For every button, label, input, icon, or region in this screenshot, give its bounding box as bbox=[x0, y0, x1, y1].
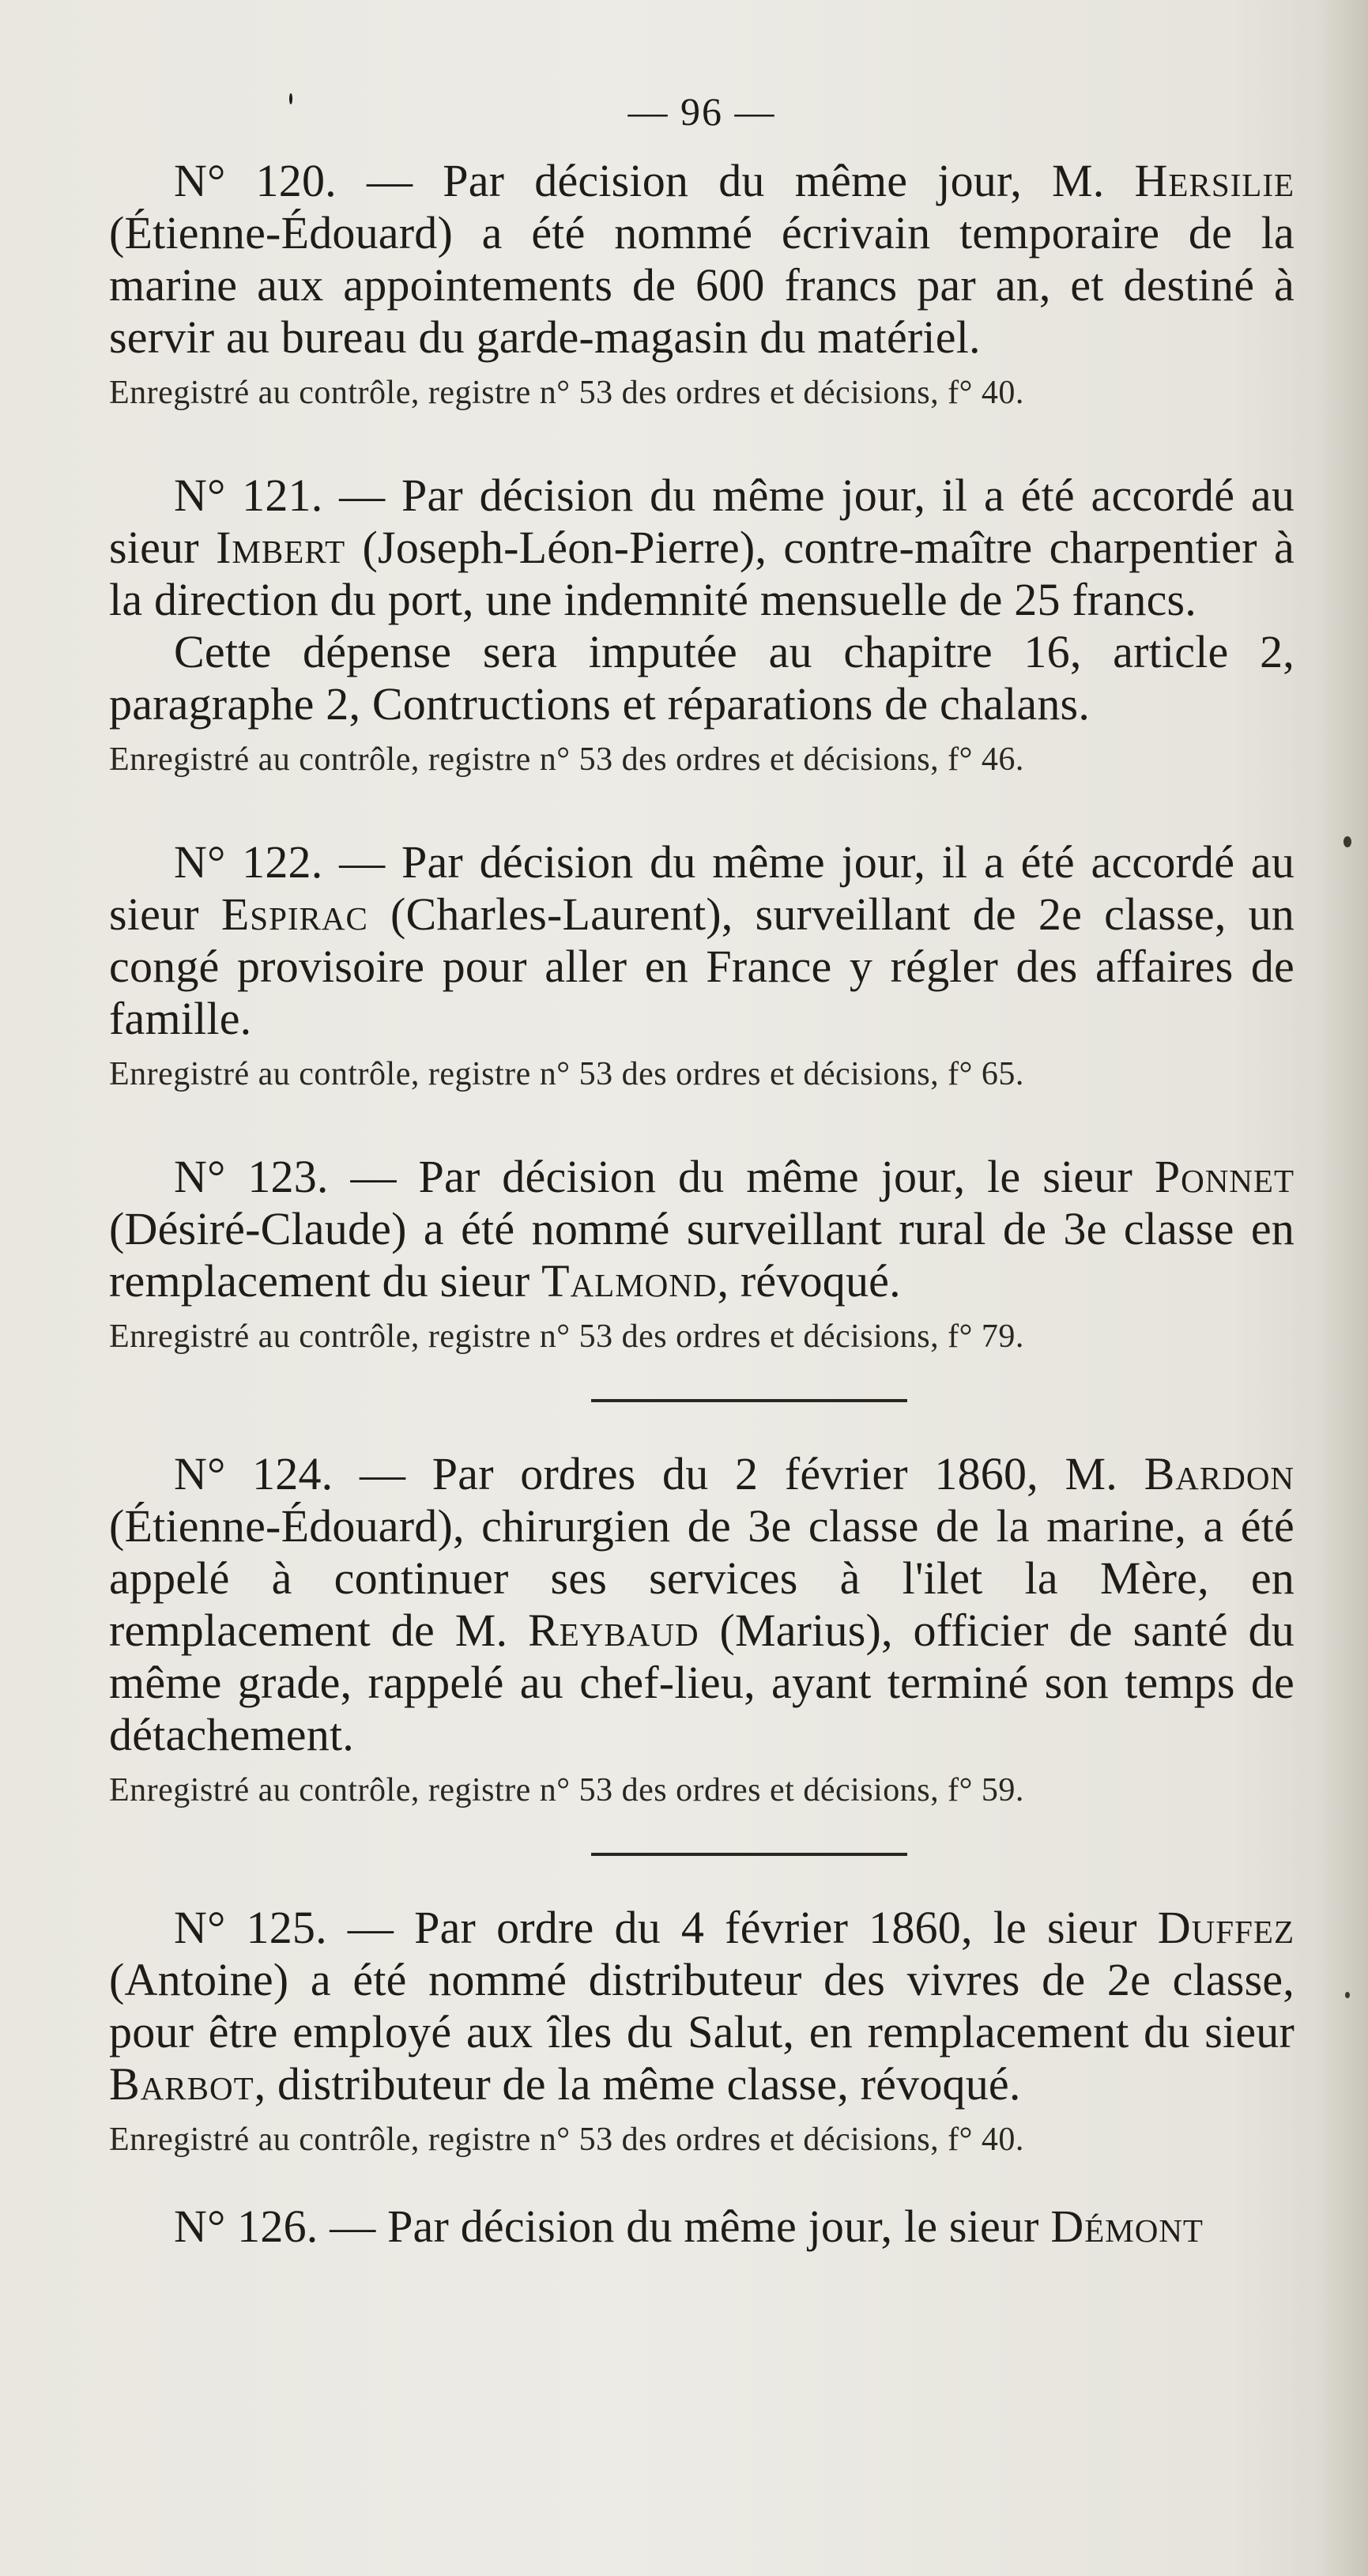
entry-number: N° 126. bbox=[174, 2201, 318, 2252]
person-name: Barbot bbox=[109, 2058, 254, 2110]
registration-line: Enregistré au contrôle, registre n° 53 des ordres et décisions, f° 40. bbox=[109, 375, 1024, 411]
page-number: — 96 — bbox=[627, 89, 776, 134]
entry-text: N° 120. — Par décision du même jour, M. Hersilie (Étienne-Édouard) a été nommé écrivain temporaire de la marine aux appointements de 600 francs par an, et destiné à servir au bureau du garde-magasin du matériel. bbox=[109, 155, 1295, 363]
entry-126 bbox=[109, 2201, 1295, 2253]
person-name: Talmond bbox=[541, 1255, 718, 1307]
entry-text: N° 122. — Par décision du même jour, il a été accordé au sieur Espirac (Charles-Laurent), surveillant de 2e classe, un congé provisoire pour aller en France y régler des affaires de famille. bbox=[109, 836, 1295, 1044]
person-name: Espirac bbox=[220, 888, 368, 940]
entry-124 bbox=[109, 1448, 1295, 1812]
entry-121 bbox=[109, 470, 1295, 781]
entry-number: N° 122. bbox=[174, 836, 323, 888]
registration-line: Enregistré au contrôle, registre n° 53 des ordres et décisions, f° 65. bbox=[109, 1056, 1024, 1092]
registration-line: Enregistré au contrôle, registre n° 53 des ordres et décisions, f° 46. bbox=[109, 741, 1024, 778]
entry-120 bbox=[109, 155, 1295, 414]
entry-123 bbox=[109, 1151, 1295, 1358]
section-divider bbox=[591, 1853, 907, 1856]
registration-line: Enregistré au contrôle, registre n° 53 des ordres et décisions, f° 79. bbox=[109, 1318, 1024, 1355]
entry-text: N° 123. — Par décision du même jour, le sieur Ponnet (Désiré-Claude) a été nommé surveillant rural de 3e classe en remplacement du sieur Talmond, révoqué. bbox=[109, 1151, 1295, 1307]
entry-number: N° 123. bbox=[174, 1151, 329, 1202]
person-name: Ponnet bbox=[1154, 1151, 1295, 1202]
entry-125 bbox=[109, 1902, 1295, 2161]
section-divider bbox=[591, 1399, 907, 1402]
entry-122 bbox=[109, 836, 1295, 1096]
person-name: Bardon bbox=[1144, 1448, 1295, 1499]
registration-line: Enregistré au contrôle, registre n° 53 des ordres et décisions, f° 59. bbox=[109, 1772, 1024, 1808]
person-name: Reybaud bbox=[528, 1605, 699, 1656]
ink-speck bbox=[1345, 1992, 1350, 1998]
entry-number: N° 124. bbox=[174, 1448, 334, 1499]
entry-paragraph: Cette dépense sera imputée au chapitre 16, article 2, paragraphe 2, Contructions et réparations de chalans. bbox=[109, 626, 1295, 730]
entry-text: N° 126. — Par décision du même jour, le sieur Démont bbox=[174, 2201, 1204, 2252]
page-content bbox=[109, 85, 1295, 2253]
entry-text: N° 125. — Par ordre du 4 février 1860, le sieur Duffez (Antoine) a été nommé distributeur des vivres de 2e classe, pour être employé aux îles du Salut, en remplacement du sieur Barbot, distributeur de la même classe, révoqué. bbox=[109, 1902, 1295, 2110]
entry-number: N° 120. bbox=[174, 155, 337, 206]
entry-text: N° 124. — Par ordres du 2 février 1860, M. Bardon (Étienne-Édouard), chirurgien de 3e classe de la marine, a été appelé à continuer ses services à l'ilet la Mère, en remplacement de M. Reybaud (Marius), officier de santé du même grade, rappelé au chef-lieu, ayant terminé son temps de détachement. bbox=[109, 1448, 1295, 1760]
person-name: Imbert bbox=[216, 522, 346, 573]
person-name: Duffez bbox=[1157, 1902, 1295, 1953]
entry-number: N° 121. bbox=[174, 470, 323, 521]
registration-line: Enregistré au contrôle, registre n° 53 des ordres et décisions, f° 40. bbox=[109, 2122, 1024, 2158]
entry-number: N° 125. bbox=[174, 1902, 327, 1953]
person-name: Démont bbox=[1050, 2201, 1204, 2252]
entry-text: N° 121. — Par décision du même jour, il a été accordé au sieur Imbert (Joseph-Léon-Pierre), contre-maître charpentier à la direction du port, une indemnité mensuelle de 25 francs. bbox=[109, 470, 1295, 625]
ink-speck bbox=[1344, 836, 1351, 847]
person-name: Hersilie bbox=[1134, 155, 1295, 206]
